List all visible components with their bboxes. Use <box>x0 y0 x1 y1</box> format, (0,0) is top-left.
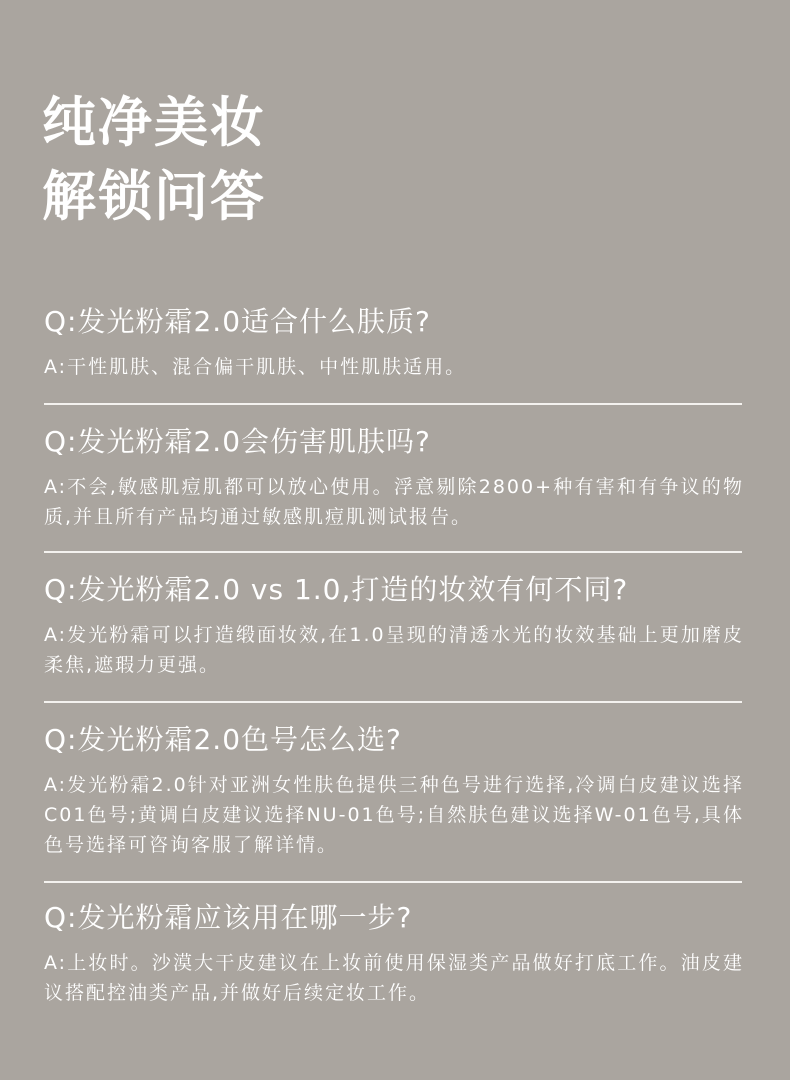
faq-item-skin-safety <box>44 424 744 532</box>
faq-item-shade-selection <box>44 722 744 860</box>
faq-divider <box>44 881 742 883</box>
faq-answer: A:上妆时。沙漠大干皮建议在上妆前使用保湿类产品做好打底工作。油皮建议搭配控油类产品,并做好后续定妆工作。 <box>44 952 744 1004</box>
faq-item-version-compare <box>44 572 744 680</box>
faq-divider <box>44 551 742 553</box>
faq-question: Q:发光粉霜应该用在哪一步? <box>44 901 413 934</box>
faq-answer: A:发光粉霜可以打造缎面妆效,在1.0呈现的清透水光的妆效基础上更加磨皮柔焦,遮瑕力更强。 <box>44 624 744 676</box>
faq-answer: A:发光粉霜2.0针对亚洲女性肤色提供三种色号进行选择,冷调白皮建议选择C01色号;黄调白皮建议选择NU-01色号;自然肤色建议选择W-01色号,具体色号选择可咨询客服了解详情。 <box>44 774 744 856</box>
faq-item-usage-step <box>44 900 744 1008</box>
faq-question: Q:发光粉霜2.0 vs 1.0,打造的妆效有何不同? <box>44 573 629 606</box>
faq-divider <box>44 403 742 405</box>
faq-item-skin-type <box>44 304 744 382</box>
faq-answer: A:干性肌肤、混合偏干肌肤、中性肌肤适用。 <box>44 356 467 378</box>
faq-question: Q:发光粉霜2.0色号怎么选? <box>44 723 402 756</box>
faq-answer: A:不会,敏感肌痘肌都可以放心使用。浮意剔除2800+种有害和有争议的物质,并且所有产品均通过敏感肌痘肌测试报告。 <box>44 476 744 528</box>
faq-question: Q:发光粉霜2.0会伤害肌肤吗? <box>44 425 431 458</box>
page-title <box>42 86 266 234</box>
page-title-line-2: 解锁问答 <box>42 165 266 228</box>
page-title-line-1: 纯净美妆 <box>42 91 266 154</box>
faq-divider <box>44 701 742 703</box>
faq-question: Q:发光粉霜2.0适合什么肤质? <box>44 305 431 338</box>
